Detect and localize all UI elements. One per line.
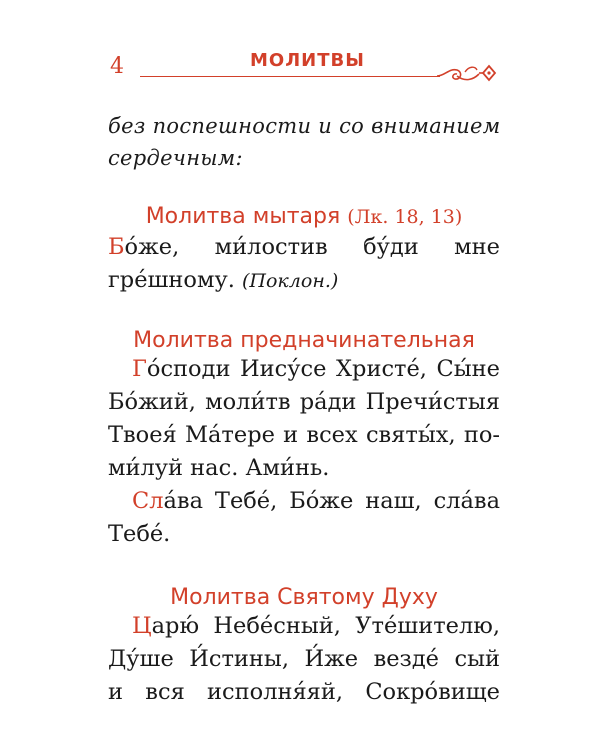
red-initial: Г: [132, 356, 147, 382]
running-title: МОЛИТВЫ: [250, 50, 365, 71]
rubric-note: (Поклон.): [242, 270, 339, 292]
section-title-holy-spirit: [108, 585, 500, 610]
section-title-text: Молитва Святому Духу: [170, 585, 438, 610]
section-title-text: Молитва предначинательная: [133, 328, 475, 353]
prayer-line: Царю́ Небе́сный, Уте́шителю,: [132, 613, 500, 639]
prayer-line: Бо́жий, моли́тв ра́ди Пречи́стыя: [108, 389, 500, 415]
prayer-line: Ду́ше И́стины, И́же везде́ сый: [108, 646, 500, 672]
prayer-line: гре́шному. (Поклон.): [108, 267, 339, 293]
prayer-publican: [108, 231, 500, 298]
section-title-text: Молитва мытаря: [145, 204, 341, 229]
page-content: [108, 110, 500, 709]
prayer-initial: [108, 353, 500, 551]
section-title-publican: [108, 204, 500, 229]
prayer-line: и вся исполня́яй, Сокро́вище: [108, 679, 500, 705]
flourish-ornament-icon: [435, 58, 503, 86]
page-number: 4: [110, 54, 124, 79]
prayer-line: Сла́ва Тебе́, Бо́же наш, сла́ва: [132, 488, 500, 514]
header-rule: [140, 76, 440, 77]
prayer-line: Бо́же, ми́лостив бу́ди мне: [108, 234, 500, 260]
prayer-line: ми́луй нас. Ами́нь.: [108, 455, 330, 481]
intro-line-2: сердечным:: [108, 146, 243, 170]
red-initial: Б: [108, 234, 125, 260]
page-header: [110, 48, 510, 88]
scripture-reference: (Лк. 18, 13): [347, 206, 463, 228]
section-title-initial: [108, 328, 500, 353]
prayer-line: Твоея́ Ма́тере и всех святы́х, по-: [108, 422, 500, 448]
prayer-line: Го́споди Иису́се Христе́, Сы́не: [132, 356, 500, 382]
red-initial: Ц: [132, 613, 152, 639]
prayer-holy-spirit: [108, 610, 500, 709]
intro-line-1: без поспешности и со вниманием: [108, 114, 501, 138]
prayer-line: Тебе́.: [108, 521, 171, 547]
red-initial: Сл: [132, 488, 164, 514]
intro-paragraph: [108, 110, 500, 174]
